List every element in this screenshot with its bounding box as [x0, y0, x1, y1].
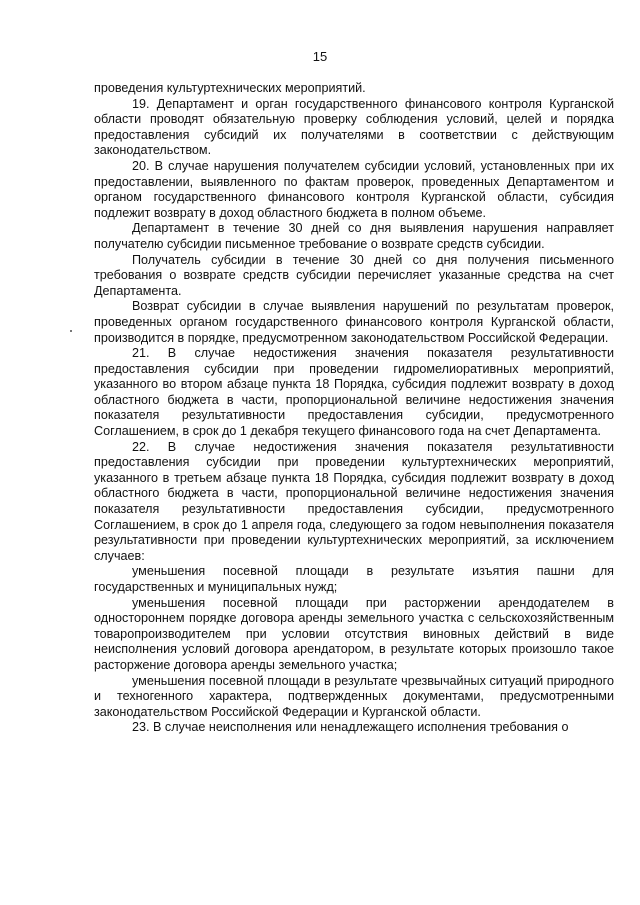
paragraph: 23. В случае неисполнения или ненадлежащего исполнения требования о: [132, 720, 569, 735]
paragraph: Департамент в течение 30 дней со дня выявления нарушения направляет получателю субсидии письменное требование о возврате средств субсидии.: [94, 221, 614, 251]
paragraph: 20. В случае нарушения получателем субсидии условий, установленных при их предоставлении, выявленного по фактам проверок, проведенных Департаментом и органом государственного финансового контроля Курганской области, субсидия подлежит возврату в доход областного бюджета в полном объеме.: [94, 158, 614, 220]
paragraph: 19. Департамент и орган государственного финансового контроля Курганской области проводят обязательную проверку соблюдения условий, целей и порядка предоставления субсидий их получателями в соответствии с действующим законодательством.: [94, 96, 614, 158]
paragraph: уменьшения посевной площади в результате изъятия пашни для государственных и муниципальных нужд;: [94, 564, 614, 594]
document-body: [94, 81, 614, 736]
paragraph: Получатель субсидии в течение 30 дней со дня получения письменного требования о возврате средств субсидии перечисляет указанные средства на счет Департамента.: [94, 252, 614, 298]
paragraph: 22. В случае недостижения значения показателя результативности предоставления субсидии при проведении культуртехнических мероприятий, указанного в третьем абзаце пункта 18 Порядка, субсидия подлежит возврату в доход областного бюджета в части, пропорциональной величине недостижения значения показателя результативности предоставления субсидии, предусмотренного Соглашением, в срок до 1 апреля года, следующего за годом невыполнения показателя результативности при проведении культуртехнических мероприятий, за исключением случаев:: [94, 439, 614, 563]
margin-mark: [70, 330, 72, 332]
page-number: 15: [312, 49, 328, 64]
paragraph: 21. В случае недостижения значения показателя результативности предоставления субсидии при проведении гидромелиоративных мероприятий, указанного во втором абзаце пункта 18 Порядка, субсидия подлежит возврату в доход областного бюджета в части, пропорциональной величине недостижения значения показателя результативности предоставления субсидии, предусмотренного Соглашением, в срок до 1 декабря текущего финансового года на счет Департамента.: [94, 346, 614, 439]
paragraph: уменьшения посевной площади в результате чрезвычайных ситуаций природного и техногенного характера, подтвержденных документами, предусмотренными законодательством Российской Федерации и Курганской области.: [94, 673, 614, 719]
paragraph: уменьшения посевной площади при расторжении арендодателем в одностороннем порядке договора аренды земельного участка с сельскохозяйственным товаропроизводителем при условии отсутствия виновных действий в виде неисполнения условий договора арендатором, в результате которых произошло такое расторжение договора аренды земельного участка;: [94, 595, 614, 672]
paragraph: Возврат субсидии в случае выявления нарушений по результатам проверок, проведенных органом государственного финансового контроля Курганской области, производится в порядке, предусмотренном законодательством Российской Федерации.: [94, 299, 614, 345]
paragraph: проведения культуртехнических мероприятий.: [94, 81, 366, 95]
